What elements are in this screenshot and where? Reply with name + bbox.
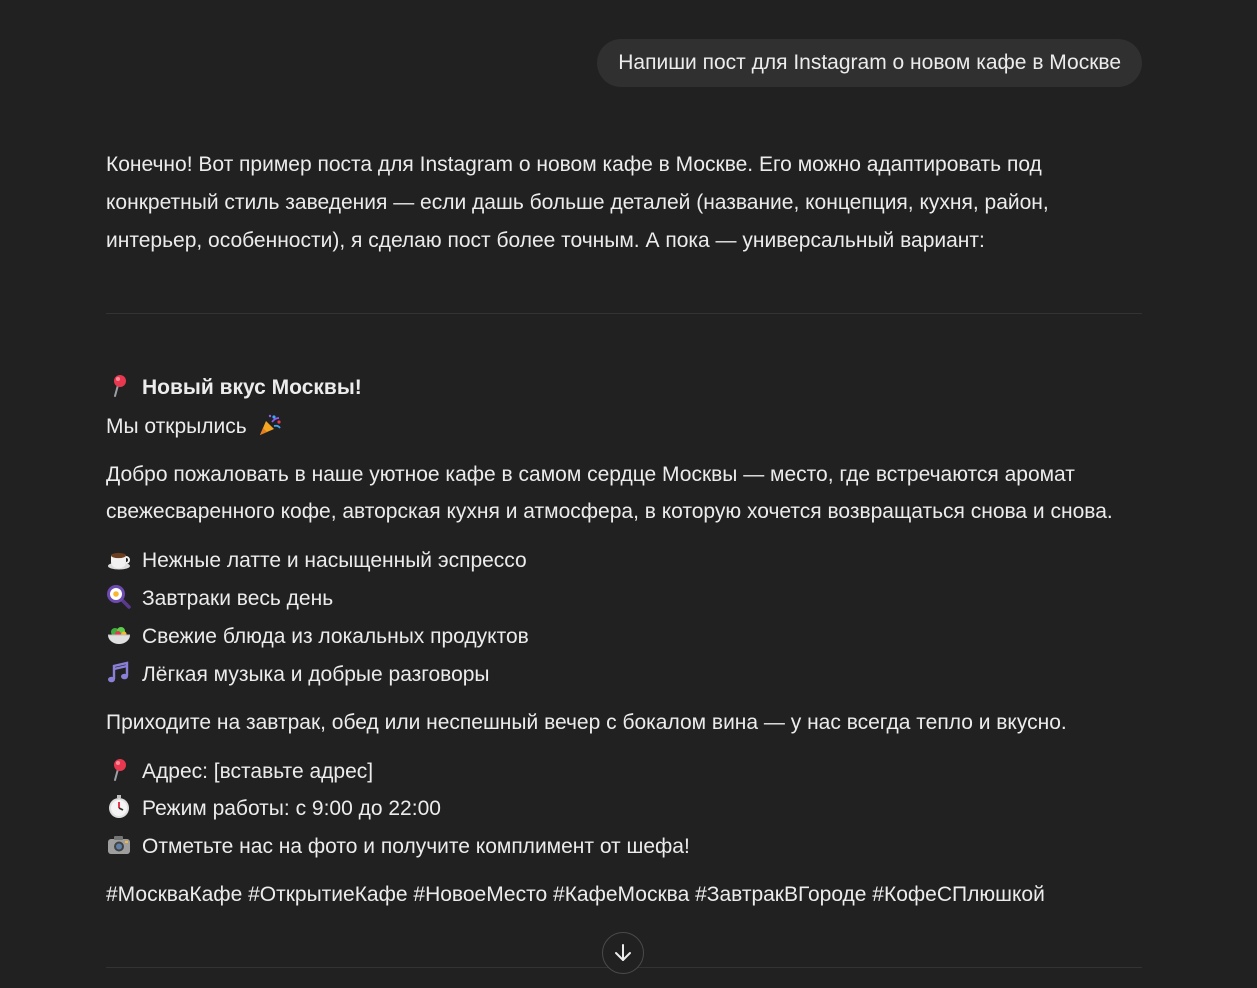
scroll-to-bottom-button[interactable] xyxy=(602,932,644,974)
feature-text: Завтраки весь день xyxy=(142,587,334,610)
feature-item xyxy=(106,584,333,613)
feature-item xyxy=(106,622,529,651)
pin-icon xyxy=(106,373,132,399)
post-subline: Мы открылись xyxy=(106,415,247,438)
assistant-message xyxy=(106,146,1142,906)
salad-bowl-icon xyxy=(106,622,132,648)
feature-text: Лёгкая музыка и добрые разговоры xyxy=(142,663,490,686)
post-subline-row xyxy=(106,412,283,441)
assistant-intro: Конечно! Вот пример поста для Instagram о новом кафе в Москве. Его можно адаптировать под конкретный стиль заведения — если дашь больше деталей (название, концепция, кухня, район, интерьер, особенности), я сделаю пост более точным. А пока — универсальный вариант: xyxy=(106,153,1049,252)
post-hashtags: #МоскваКафе #ОткрытиеКафе #НовоеМесто #КафеМосква #ЗавтракВГороде #КофеСПлюшкой xyxy=(106,883,1045,906)
post-welcome: Добро пожаловать в наше уютное кафе в самом сердце Москвы — место, где встречаются аромат свежесваренного кофе, авторская кухня и атмосфера, в которую хочется возвращаться снова и снова. xyxy=(106,463,1113,523)
divider xyxy=(106,313,1142,314)
feature-item xyxy=(106,660,490,689)
coffee-cup-icon xyxy=(106,546,132,572)
feature-text: Нежные латте и насыщенный эспрессо xyxy=(142,549,527,572)
feature-item xyxy=(106,546,527,575)
camera-icon xyxy=(106,832,132,858)
info-text: Отметьте нас на фото и получите комплимент от шефа! xyxy=(142,835,690,858)
pin-icon xyxy=(106,757,132,783)
stopwatch-icon xyxy=(106,794,132,820)
post-headline-row xyxy=(106,373,362,402)
post-headline: Новый вкус Москвы! xyxy=(142,376,362,399)
info-item xyxy=(106,794,441,823)
user-message-bubble: Напиши пост для Instagram о новом кафе в Москве xyxy=(597,39,1142,87)
post-invite: Приходите на завтрак, обед или неспешный вечер с бокалом вина — у нас всегда тепло и вкусно. xyxy=(106,711,1067,734)
arrow-down-icon xyxy=(612,942,634,964)
party-popper-icon xyxy=(257,412,283,438)
feature-text: Свежие блюда из локальных продуктов xyxy=(142,625,529,648)
music-notes-icon xyxy=(106,660,132,686)
info-item xyxy=(106,757,373,786)
info-text: Режим работы: с 9:00 до 22:00 xyxy=(142,797,441,820)
info-item xyxy=(106,832,690,861)
info-text: Адрес: [вставьте адрес] xyxy=(142,760,374,783)
frying-pan-egg-icon xyxy=(106,584,132,610)
